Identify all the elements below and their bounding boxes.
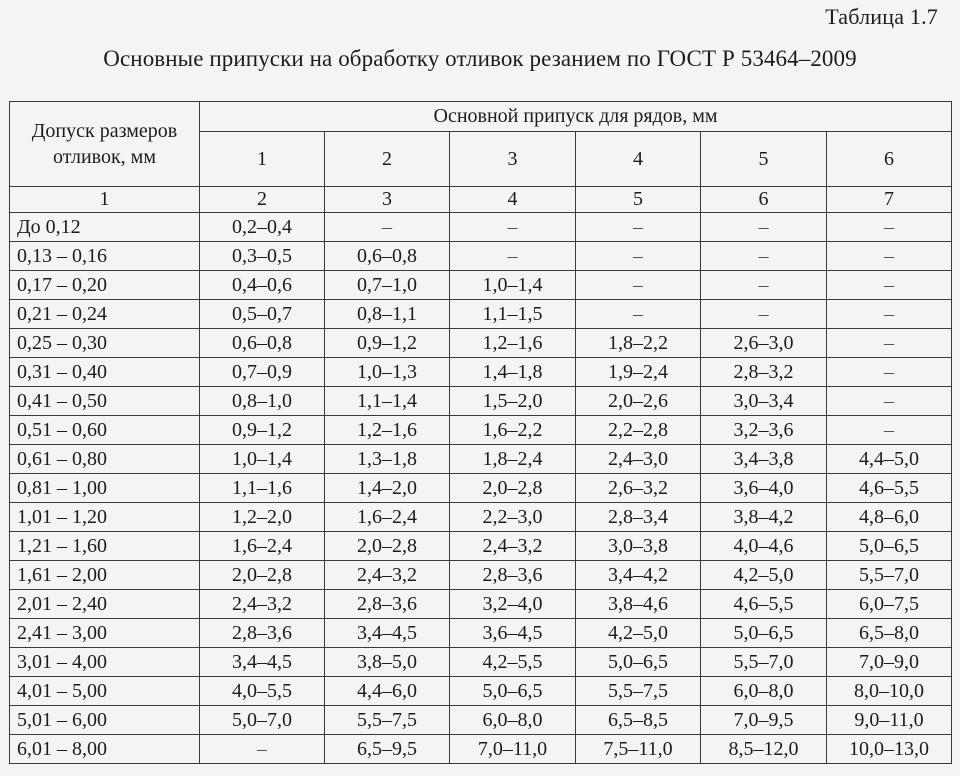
table-row: [10, 300, 952, 329]
allowance-cell: 2,8–3,6: [200, 619, 325, 648]
allowance-cell: 4,6–5,5: [701, 590, 827, 619]
allowance-cell: –: [200, 735, 325, 764]
allowance-cell: 0,6–0,8: [325, 242, 450, 271]
allowance-cell: 6,0–7,5: [827, 590, 952, 619]
allowance-cell: 2,0–2,8: [200, 561, 325, 590]
allowance-cell: 5,5–7,5: [325, 706, 450, 735]
allowance-cell: 1,4–1,8: [450, 358, 576, 387]
allowance-cell: 6,5–8,0: [827, 619, 952, 648]
tolerance-range-cell: 1,21 – 1,60: [10, 532, 200, 561]
allowance-cell: 1,6–2,4: [200, 532, 325, 561]
tolerance-range-cell: 0,13 – 0,16: [10, 242, 200, 271]
allowance-cell: 5,5–7,5: [576, 677, 701, 706]
allowance-cell: 4,8–6,0: [827, 503, 952, 532]
column-number: 3: [325, 187, 450, 213]
allowance-cell: 3,4–4,5: [200, 648, 325, 677]
allowance-cell: –: [827, 329, 952, 358]
allowance-cell: 4,2–5,5: [450, 648, 576, 677]
allowance-cell: –: [576, 242, 701, 271]
table-row: [10, 532, 952, 561]
allowance-cell: 1,2–2,0: [200, 503, 325, 532]
column-number: 4: [450, 187, 576, 213]
allowance-cell: –: [827, 387, 952, 416]
table-number-label: Таблица 1.7: [825, 4, 938, 29]
table-caption: Основные припуски на обработку отливок резанием по ГОСТ Р 53464–2009: [103, 46, 857, 71]
allowance-cell: 4,2–5,0: [576, 619, 701, 648]
allowance-cell: 7,0–9,5: [701, 706, 827, 735]
allowance-cell: 1,2–1,6: [325, 416, 450, 445]
tolerance-range-cell: 0,41 – 0,50: [10, 387, 200, 416]
allowance-table: [9, 101, 952, 764]
allowance-cell: 2,4–3,2: [200, 590, 325, 619]
allowance-cell: 1,9–2,4: [576, 358, 701, 387]
allowance-cell: 5,0–6,5: [701, 619, 827, 648]
tolerance-range-cell: 1,61 – 2,00: [10, 561, 200, 590]
series-header: 5: [701, 132, 827, 187]
allowance-cell: –: [701, 242, 827, 271]
tolerance-range-cell: 6,01 – 8,00: [10, 735, 200, 764]
tolerance-range-cell: 0,21 – 0,24: [10, 300, 200, 329]
allowance-cell: 6,5–9,5: [325, 735, 450, 764]
allowance-cell: 2,8–3,6: [325, 590, 450, 619]
tolerance-range-cell: 1,01 – 1,20: [10, 503, 200, 532]
allowance-cell: –: [827, 416, 952, 445]
tolerance-range-cell: 5,01 – 6,00: [10, 706, 200, 735]
allowance-cell: 2,2–3,0: [450, 503, 576, 532]
tolerance-range-cell: 2,01 – 2,40: [10, 590, 200, 619]
allowance-cell: 1,8–2,2: [576, 329, 701, 358]
allowance-cell: 2,0–2,8: [450, 474, 576, 503]
allowance-cell: 0,8–1,0: [200, 387, 325, 416]
table-row: [10, 329, 952, 358]
allowance-cell: –: [827, 271, 952, 300]
tolerance-range-cell: 0,25 – 0,30: [10, 329, 200, 358]
column-number: 1: [10, 187, 200, 213]
tolerance-range-cell: 0,61 – 0,80: [10, 445, 200, 474]
allowance-cell: 3,8–4,2: [701, 503, 827, 532]
allowance-cell: –: [576, 271, 701, 300]
allowance-cell: 2,0–2,8: [325, 532, 450, 561]
series-header: 6: [827, 132, 952, 187]
allowance-cell: 1,8–2,4: [450, 445, 576, 474]
allowance-cell: 6,0–8,0: [701, 677, 827, 706]
tolerance-range-cell: 0,17 – 0,20: [10, 271, 200, 300]
table-row: [10, 358, 952, 387]
table-row: [10, 706, 952, 735]
allowance-cell: 2,4–3,0: [576, 445, 701, 474]
table-row: [10, 271, 952, 300]
allowance-cell: 0,7–0,9: [200, 358, 325, 387]
series-header: 3: [450, 132, 576, 187]
table-row: [10, 619, 952, 648]
allowance-cell: 1,3–1,8: [325, 445, 450, 474]
allowance-cell: 0,9–1,2: [325, 329, 450, 358]
table-row: [10, 387, 952, 416]
allowance-cell: 5,0–6,5: [450, 677, 576, 706]
header-row-column-numbers: [10, 187, 952, 213]
allowance-cell: 3,4–3,8: [701, 445, 827, 474]
allowance-cell: 1,2–1,6: [450, 329, 576, 358]
allowance-cell: 1,6–2,4: [325, 503, 450, 532]
allowance-cell: 2,6–3,0: [701, 329, 827, 358]
series-header: 4: [576, 132, 701, 187]
allowance-cell: 0,6–0,8: [200, 329, 325, 358]
allowance-cell: –: [827, 242, 952, 271]
allowance-cell: 3,2–3,6: [701, 416, 827, 445]
allowance-cell: 1,5–2,0: [450, 387, 576, 416]
table-body: [10, 213, 952, 764]
allowance-cell: 7,0–11,0: [450, 735, 576, 764]
allowance-cell: 1,0–1,4: [450, 271, 576, 300]
table-row: [10, 735, 952, 764]
allowance-cell: –: [450, 213, 576, 242]
allowance-cell: 2,0–2,6: [576, 387, 701, 416]
allowance-cell: –: [701, 300, 827, 329]
allowance-header: Основной припуск для рядов, мм: [200, 102, 952, 132]
allowance-cell: 4,4–5,0: [827, 445, 952, 474]
allowance-cell: 3,0–3,4: [701, 387, 827, 416]
allowance-cell: 4,0–5,5: [200, 677, 325, 706]
tolerance-range-cell: 0,51 – 0,60: [10, 416, 200, 445]
allowance-cell: 3,0–3,8: [576, 532, 701, 561]
allowance-cell: 5,0–6,5: [827, 532, 952, 561]
allowance-cell: 2,2–2,8: [576, 416, 701, 445]
table-row: [10, 416, 952, 445]
series-header: 1: [200, 132, 325, 187]
table-row: [10, 213, 952, 242]
allowance-cell: –: [576, 300, 701, 329]
allowance-cell: 8,0–10,0: [827, 677, 952, 706]
allowance-cell: 2,8–3,2: [701, 358, 827, 387]
allowance-cell: 1,1–1,4: [325, 387, 450, 416]
tolerance-header: Допуск размеров отливок, мм: [10, 102, 200, 187]
allowance-cell: –: [827, 300, 952, 329]
allowance-cell: 0,5–0,7: [200, 300, 325, 329]
allowance-cell: 4,0–4,6: [701, 532, 827, 561]
allowance-cell: –: [576, 213, 701, 242]
table-row: [10, 474, 952, 503]
allowance-cell: –: [827, 213, 952, 242]
allowance-cell: –: [450, 242, 576, 271]
allowance-cell: 2,4–3,2: [325, 561, 450, 590]
allowance-cell: 9,0–11,0: [827, 706, 952, 735]
tolerance-range-cell: 0,31 – 0,40: [10, 358, 200, 387]
allowance-cell: 6,5–8,5: [576, 706, 701, 735]
allowance-cell: 5,5–7,0: [827, 561, 952, 590]
table-row: [10, 503, 952, 532]
column-number: 2: [200, 187, 325, 213]
allowance-cell: 5,5–7,0: [701, 648, 827, 677]
allowance-cell: 3,2–4,0: [450, 590, 576, 619]
tolerance-range-cell: 0,81 – 1,00: [10, 474, 200, 503]
table-row: [10, 561, 952, 590]
allowance-cell: 3,4–4,2: [576, 561, 701, 590]
allowance-cell: 1,6–2,2: [450, 416, 576, 445]
allowance-cell: 5,0–7,0: [200, 706, 325, 735]
table-row: [10, 648, 952, 677]
allowance-cell: 2,6–3,2: [576, 474, 701, 503]
tolerance-range-cell: 4,01 – 5,00: [10, 677, 200, 706]
allowance-cell: –: [325, 213, 450, 242]
column-number: 6: [701, 187, 827, 213]
table-row: [10, 590, 952, 619]
allowance-cell: 2,8–3,6: [450, 561, 576, 590]
allowance-cell: 1,0–1,4: [200, 445, 325, 474]
allowance-cell: 3,8–4,6: [576, 590, 701, 619]
allowance-cell: 3,8–5,0: [325, 648, 450, 677]
allowance-cell: 7,0–9,0: [827, 648, 952, 677]
allowance-cell: 2,8–3,4: [576, 503, 701, 532]
allowance-cell: 2,4–3,2: [450, 532, 576, 561]
allowance-cell: 6,0–8,0: [450, 706, 576, 735]
tolerance-range-cell: 3,01 – 4,00: [10, 648, 200, 677]
allowance-cell: 0,2–0,4: [200, 213, 325, 242]
allowance-cell: 3,6–4,5: [450, 619, 576, 648]
allowance-cell: 5,0–6,5: [576, 648, 701, 677]
allowance-cell: 1,1–1,6: [200, 474, 325, 503]
allowance-cell: 0,4–0,6: [200, 271, 325, 300]
allowance-cell: 3,6–4,0: [701, 474, 827, 503]
allowance-cell: 4,2–5,0: [701, 561, 827, 590]
table-row: [10, 445, 952, 474]
allowance-cell: 4,4–6,0: [325, 677, 450, 706]
allowance-cell: 0,9–1,2: [200, 416, 325, 445]
allowance-cell: 1,0–1,3: [325, 358, 450, 387]
tolerance-range-cell: 2,41 – 3,00: [10, 619, 200, 648]
allowance-cell: 8,5–12,0: [701, 735, 827, 764]
table-row: [10, 677, 952, 706]
tolerance-range-cell: До 0,12: [10, 213, 200, 242]
allowance-cell: 10,0–13,0: [827, 735, 952, 764]
table-row: [10, 242, 952, 271]
allowance-cell: 1,1–1,5: [450, 300, 576, 329]
allowance-cell: 0,8–1,1: [325, 300, 450, 329]
column-number: 5: [576, 187, 701, 213]
allowance-cell: 3,4–4,5: [325, 619, 450, 648]
allowance-cell: 0,7–1,0: [325, 271, 450, 300]
column-number: 7: [827, 187, 952, 213]
allowance-cell: –: [701, 213, 827, 242]
allowance-cell: 4,6–5,5: [827, 474, 952, 503]
allowance-cell: 7,5–11,0: [576, 735, 701, 764]
header-row-top: [10, 102, 952, 132]
allowance-cell: 1,4–2,0: [325, 474, 450, 503]
allowance-cell: –: [701, 271, 827, 300]
series-header: 2: [325, 132, 450, 187]
allowance-cell: –: [827, 358, 952, 387]
allowance-cell: 0,3–0,5: [200, 242, 325, 271]
